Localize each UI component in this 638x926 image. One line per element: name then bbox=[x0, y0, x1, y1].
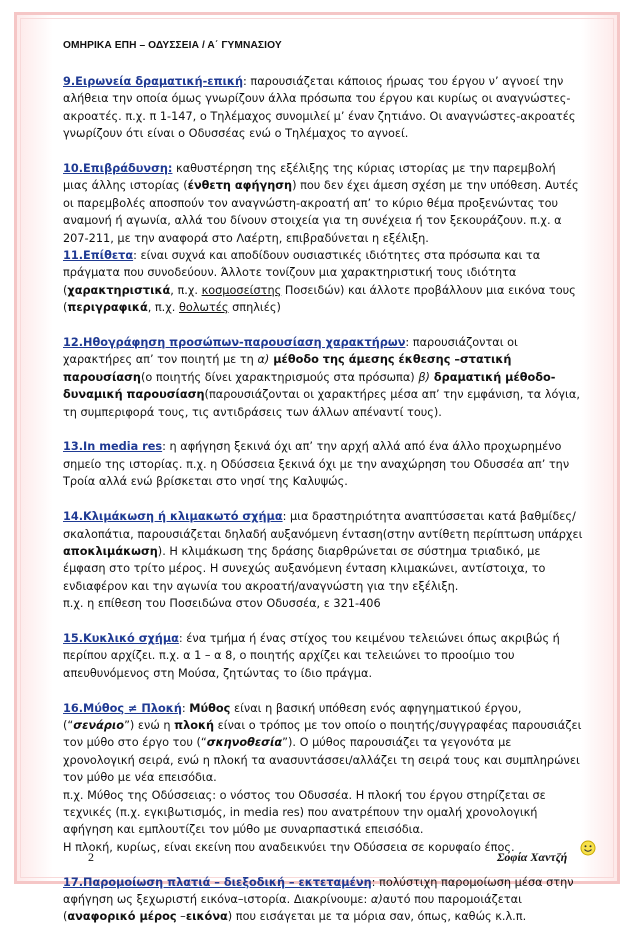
section-11: 11.Επίθετα: είναι συχνά και αποδίδουν ουσιαστικές ιδιότητες στα πρόσωπα και τα πράγματα που συνοδεύουν. Άλλοτε τονίζουν μια χαρακτηριστική τους ιδιότητα (χαρακτηριστικά, π.χ. κοσμοσείστης Ποσειδών) και άλλοτε προβάλλουν μια εικόνα τους (περιγραφικά, π.χ. θολωτές σπηλιές) bbox=[63, 249, 576, 315]
section-9: 9.Ειρωνεία δραματική-επική: παρουσιάζεται κάποιος ήρωας του έργου ν’ αγνοεί την αλήθεια την οποία όμως γνωρίζουν άλλα πρόσωπα του έργου και κυρίως οι αναγνώστες-ακροατές. π.χ. π 1-147, ο Τηλέμαχος συνομιλεί μ’ έναν ζητιάνο. Οι αναγνώστες-ακροατές γνωρίζουν ότι είναι ο Οδυσσέας ενώ ο Τηλέμαχος το αγνοεί. bbox=[63, 75, 576, 141]
term-13: 13.In media res bbox=[63, 440, 163, 454]
section-15: 15.Κυκλικό σχήμα: ένα τμήμα ή ένας στίχος του κειμένου τελειώνει όπως ακριβώς ή περίπου αρχίζει. π.χ. α 1 – α 8, ο ποιητής αρχίζει και τελειώνει το προοίμιο του απευθυνόμενος στη Μούσα, ζητώντας το ίδιο πράγμα. bbox=[63, 631, 560, 680]
term-17: 17.Παρομοίωση πλατιά – διεξοδική – εκτεταμένη bbox=[63, 875, 372, 889]
section-17: 17.Παρομοίωση πλατιά – διεξοδική – εκτεταμένη: πολύστιχη παρομοίωση μέσα στην αφήγηση ως ξεχωριστή εικόνα–ιστορία. Διακρίνουμε: α)αυτό που παρομοιάζεται (αναφορικό μέρος –εικόνα) που εισάγεται με τα μόρια σαν, όπως, καθώς κ.λ.π. bbox=[63, 875, 574, 924]
smiley-icon bbox=[580, 840, 596, 856]
section-12: 12.Ηθογράφηση προσώπων-παρουσίαση χαρακτήρων: παρουσιάζονται οι χαρακτήρες απ’ τον ποιητή με τη α) μέθοδο της άμεσης έκθεσης –στατική παρουσίαση(ο ποιητής δίνει χαρακτηρισμούς στα πρόσωπα) β) δραματική μέθοδο-δυναμική παρουσίαση(παρουσιάζονται οι χαρακτήρες μέσα απ’ την εμφάνιση, τα λόγια, τη συμπεριφορά τους, τις αντιδράσεις των άλλων απέναντί τους). bbox=[63, 336, 580, 419]
section-16: 16.Μύθος ≠ Πλοκή: Μύθος είναι η βασική υπόθεση ενός αφηγηματικού έργου, (“σενάριο”) ενώ η πλοκή είναι ο τρόπος με τον οποίο ο ποιητής/συγγραφέας παρουσιάζει τον μύθο στο έργο του (“σκηνοθεσία”). Ο μύθος παρουσιάζει τα γεγονότα με χρονολογική σειρά, ενώ η πλοκή τα ανασυντάσσει/αλλάζει τη σειρά τους και συμπληρώνει τον μύθο με νέα επεισόδια. π.χ. Μύθος της Οδύσσειας: ο νόστος του Οδυσσέα. Η πλοκή του έργου στηρίζεται σε τεχνικές (π.χ. εγκιβωτισμός, in media res) που ανατρέπουν την ομαλή χρονολογική αφήγηση και εμπλουτίζει τον μύθο με συναρπαστικά επεισόδια. Η πλοκή, κυρίως, είναι εκείνη που αναδεικνύει την Οδύσσεια σε κορυφαίο έπος. bbox=[63, 701, 582, 854]
term-14: 14.Κλιμάκωση ή κλιμακωτό σχήμα bbox=[63, 510, 283, 524]
section-13: 13.In media res: η αφήγηση ξεκινά όχι απ’ την αρχή αλλά από ένα άλλο προχωρημένο σημείο της ιστορίας. π.χ. η Οδύσσεια ξεκινά όχι με την αναχώρηση του Οδυσσέα απ’ την Τροία αλλά ενώ βρίσκεται στο νησί της Καλυψώς. bbox=[63, 440, 570, 489]
term-15: 15.Κυκλικό σχήμα bbox=[63, 631, 179, 645]
section-10: 10.Επιβράδυνση: καθυστέρηση της εξέλιξης της κύριας ιστορίας με την παρεμβολή μιας άλλης ιστορίας (ένθετη αφήγηση) που δεν έχει άμεση σχέση με την υπόθεση. Αυτές οι παρεμβολές αποσπούν τον αναγνώστη-ακροατή απ’ το κύριο θέμα προξενώντας του αναμονή ή αγωνία, αλλά του δίνουν στοιχεία για τη συνέχεια ή τον ξεκουράζουν. π.χ. α 207-211, με την αναφορά στο Λαέρτη, επιβραδύνεται η εξέλιξη. bbox=[63, 162, 579, 245]
page-header: ΟΜΗΡΙΚΑ ΕΠΗ – ΟΔΥΣΣΕΙΑ / Α΄ ΓΥΜΝΑΣΙΟΥ bbox=[63, 40, 282, 51]
page-number: 2 bbox=[88, 850, 94, 864]
term-10: 10.Επιβράδυνση: bbox=[63, 162, 173, 176]
content bbox=[63, 73, 583, 926]
section-14: 14.Κλιμάκωση ή κλιμακωτό σχήμα: μια δραστηριότητα αναπτύσσεται κατά βαθμίδες/σκαλοπάτια, παρουσιάζεται δηλαδή αυξανόμενη ένταση(στην αντίθετη περίπτωση υπάρχει αποκλιμάκωση). Η κλιμάκωση της δράσης διαρθρώνεται σε σύστημα τριαδικό, με έμφαση στο τρίτο μέρος. Η συνεχώς αυξανόμενη ένταση κλιμακώνει, αντίστοιχα, το ενδιαφέρον και την αγωνία του ακροατή/αναγνώστη για την εξέλιξη. π.χ. η επίθεση του Ποσειδώνα στον Οδυσσέα, ε 321-406 bbox=[63, 510, 583, 611]
term-11: 11.Επίθετα bbox=[63, 249, 134, 263]
term-9: 9.Ειρωνεία δραματική-επική bbox=[63, 75, 243, 88]
author-name: Σοφία Χαντζή bbox=[497, 850, 568, 864]
term-12: 12.Ηθογράφηση προσώπων-παρουσίαση χαρακτήρων bbox=[63, 336, 406, 350]
term-16: 16.Μύθος ≠ Πλοκή bbox=[63, 701, 182, 715]
